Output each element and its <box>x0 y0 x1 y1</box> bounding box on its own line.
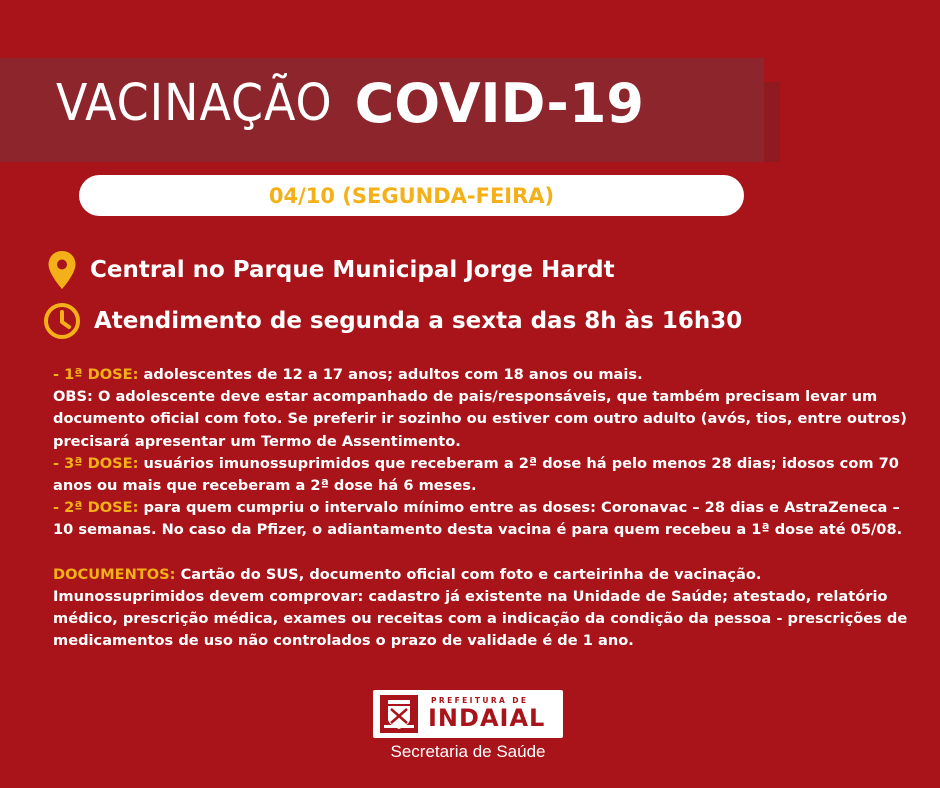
documents-text: Cartão do SUS, documento oficial com foto e carteirinha de vacinação. <box>175 565 762 583</box>
dose1-text: adolescentes de 12 a 17 anos; adultos com 18 anos ou mais. <box>138 366 643 383</box>
logo-name: INDAIAL <box>428 704 546 732</box>
date-banner: 04/10 (SEGUNDA-FEIRA) <box>79 175 744 216</box>
location-row <box>42 250 615 290</box>
dose3-paragraph <box>53 453 913 497</box>
dose3-label: - 3ª DOSE: <box>53 454 139 472</box>
dose3-text: usuários imunossuprimidos que receberam a 2ª dose há pelo menos 28 dias; idosos com 70 anos ou mais que receberam a 2ª dose há 6 meses. <box>53 454 899 495</box>
location-text: Central no Parque Municipal Jorge Hardt <box>90 257 615 283</box>
documents-label: DOCUMENTOS: <box>53 565 176 583</box>
page-title <box>56 68 644 138</box>
coat-of-arms-icon <box>380 695 418 733</box>
documents-paragraph <box>53 564 913 586</box>
clock-icon <box>42 301 82 341</box>
map-pin-icon <box>42 250 82 290</box>
dose2-paragraph <box>53 497 913 541</box>
dose2-text: para quem cumpriu o intervalo mínimo entre as doses: Coronavac – 28 dias e AstraZeneca – 10 semanas. No caso da Pfizer, o adiantamento desta vacina é para quem recebeu a 1ª dose até 05/08. <box>53 499 903 539</box>
immuno-paragraph: Imunossuprimidos devem comprovar: cadastro já existente na Unidade de Saúde; atestado, relatório médico, prescrição médica, exames ou receitas com a indicação da condição da pessoa - prescrições de medicamentos de uso não controlados o prazo de validade é de 1 ano. <box>53 587 908 650</box>
logo-caption: Secretaria de Saúde <box>390 742 546 761</box>
title-light: VACINAÇÃO <box>56 73 333 133</box>
hours-text: Atendimento de segunda a sexta das 8h às 16h30 <box>94 308 743 334</box>
obs-paragraph: OBS: O adolescente deve estar acompanhado de pais/responsáveis, que também precisam levar um documento oficial com foto. Se preferir ir sozinho ou estiver com outro adulto (avós, tios, entre outros) precisará apresentar um Termo de Assentimento. <box>53 388 907 450</box>
title-bold: COVID-19 <box>354 71 644 135</box>
logo-subtitle: PREFEITURA DE <box>431 696 529 705</box>
hours-row <box>42 301 742 341</box>
prefeitura-logo <box>373 690 563 770</box>
dose2-label: - 2ª DOSE: <box>53 499 139 517</box>
spacer <box>53 542 913 564</box>
dose1-label: - 1ª DOSE: <box>53 366 139 383</box>
info-body <box>53 364 913 652</box>
dose1-paragraph <box>53 364 913 386</box>
